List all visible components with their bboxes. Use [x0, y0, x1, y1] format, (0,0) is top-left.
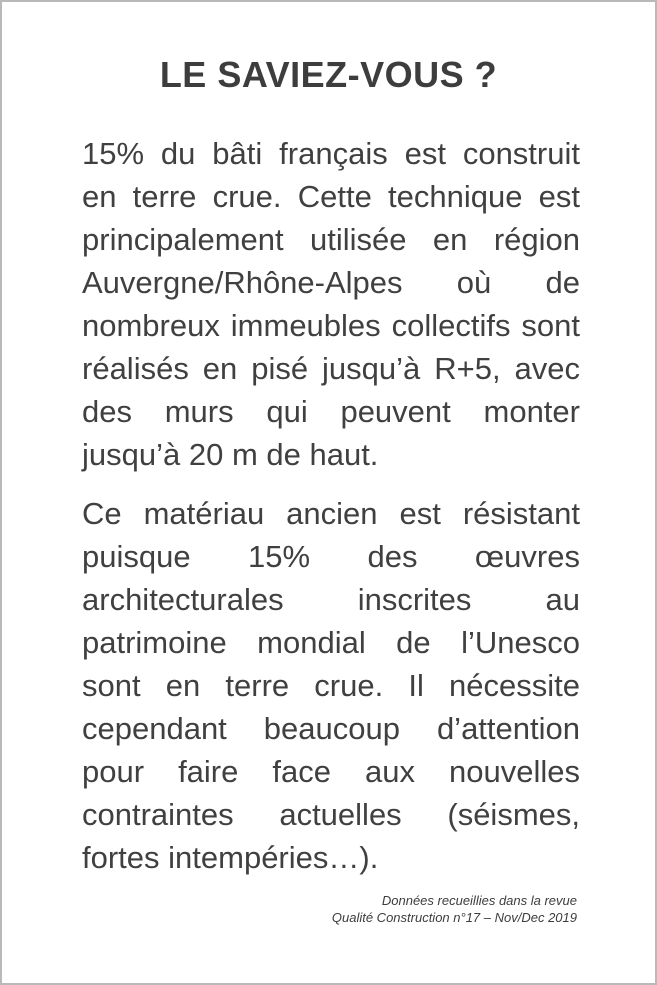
paragraph-terre-crue-patrimoine: Ce matériau ancien est résistant puisque 15% des œuvres architecturales inscrites au patrimoine mondial de l’Unesco sont en terre crue. Il nécessite cependant beaucoup d’attention pour faire face aux nouvelles contraintes actuelles (séismes, fortes intempéries…).	[82, 496, 580, 875]
source-line-2: Qualité Construction n°17 – Nov/Dec 2019	[331, 910, 577, 925]
source-line-1: Données recueillies dans la revue	[381, 893, 577, 908]
paragraph-terre-crue-usage: 15% du bâti français est construit en terre crue. Cette technique est principalement utilisée en région Auvergne/Rhône-Alpes où de nombreux immeubles collectifs sont réalisés en pisé jusqu’à R+5, avec des murs qui peuvent monter jusqu’à 20 m de haut.	[82, 136, 580, 472]
card-body	[82, 132, 580, 879]
card-title: LE SAVIEZ-VOUS ?	[159, 54, 498, 95]
source-citation	[332, 892, 577, 926]
